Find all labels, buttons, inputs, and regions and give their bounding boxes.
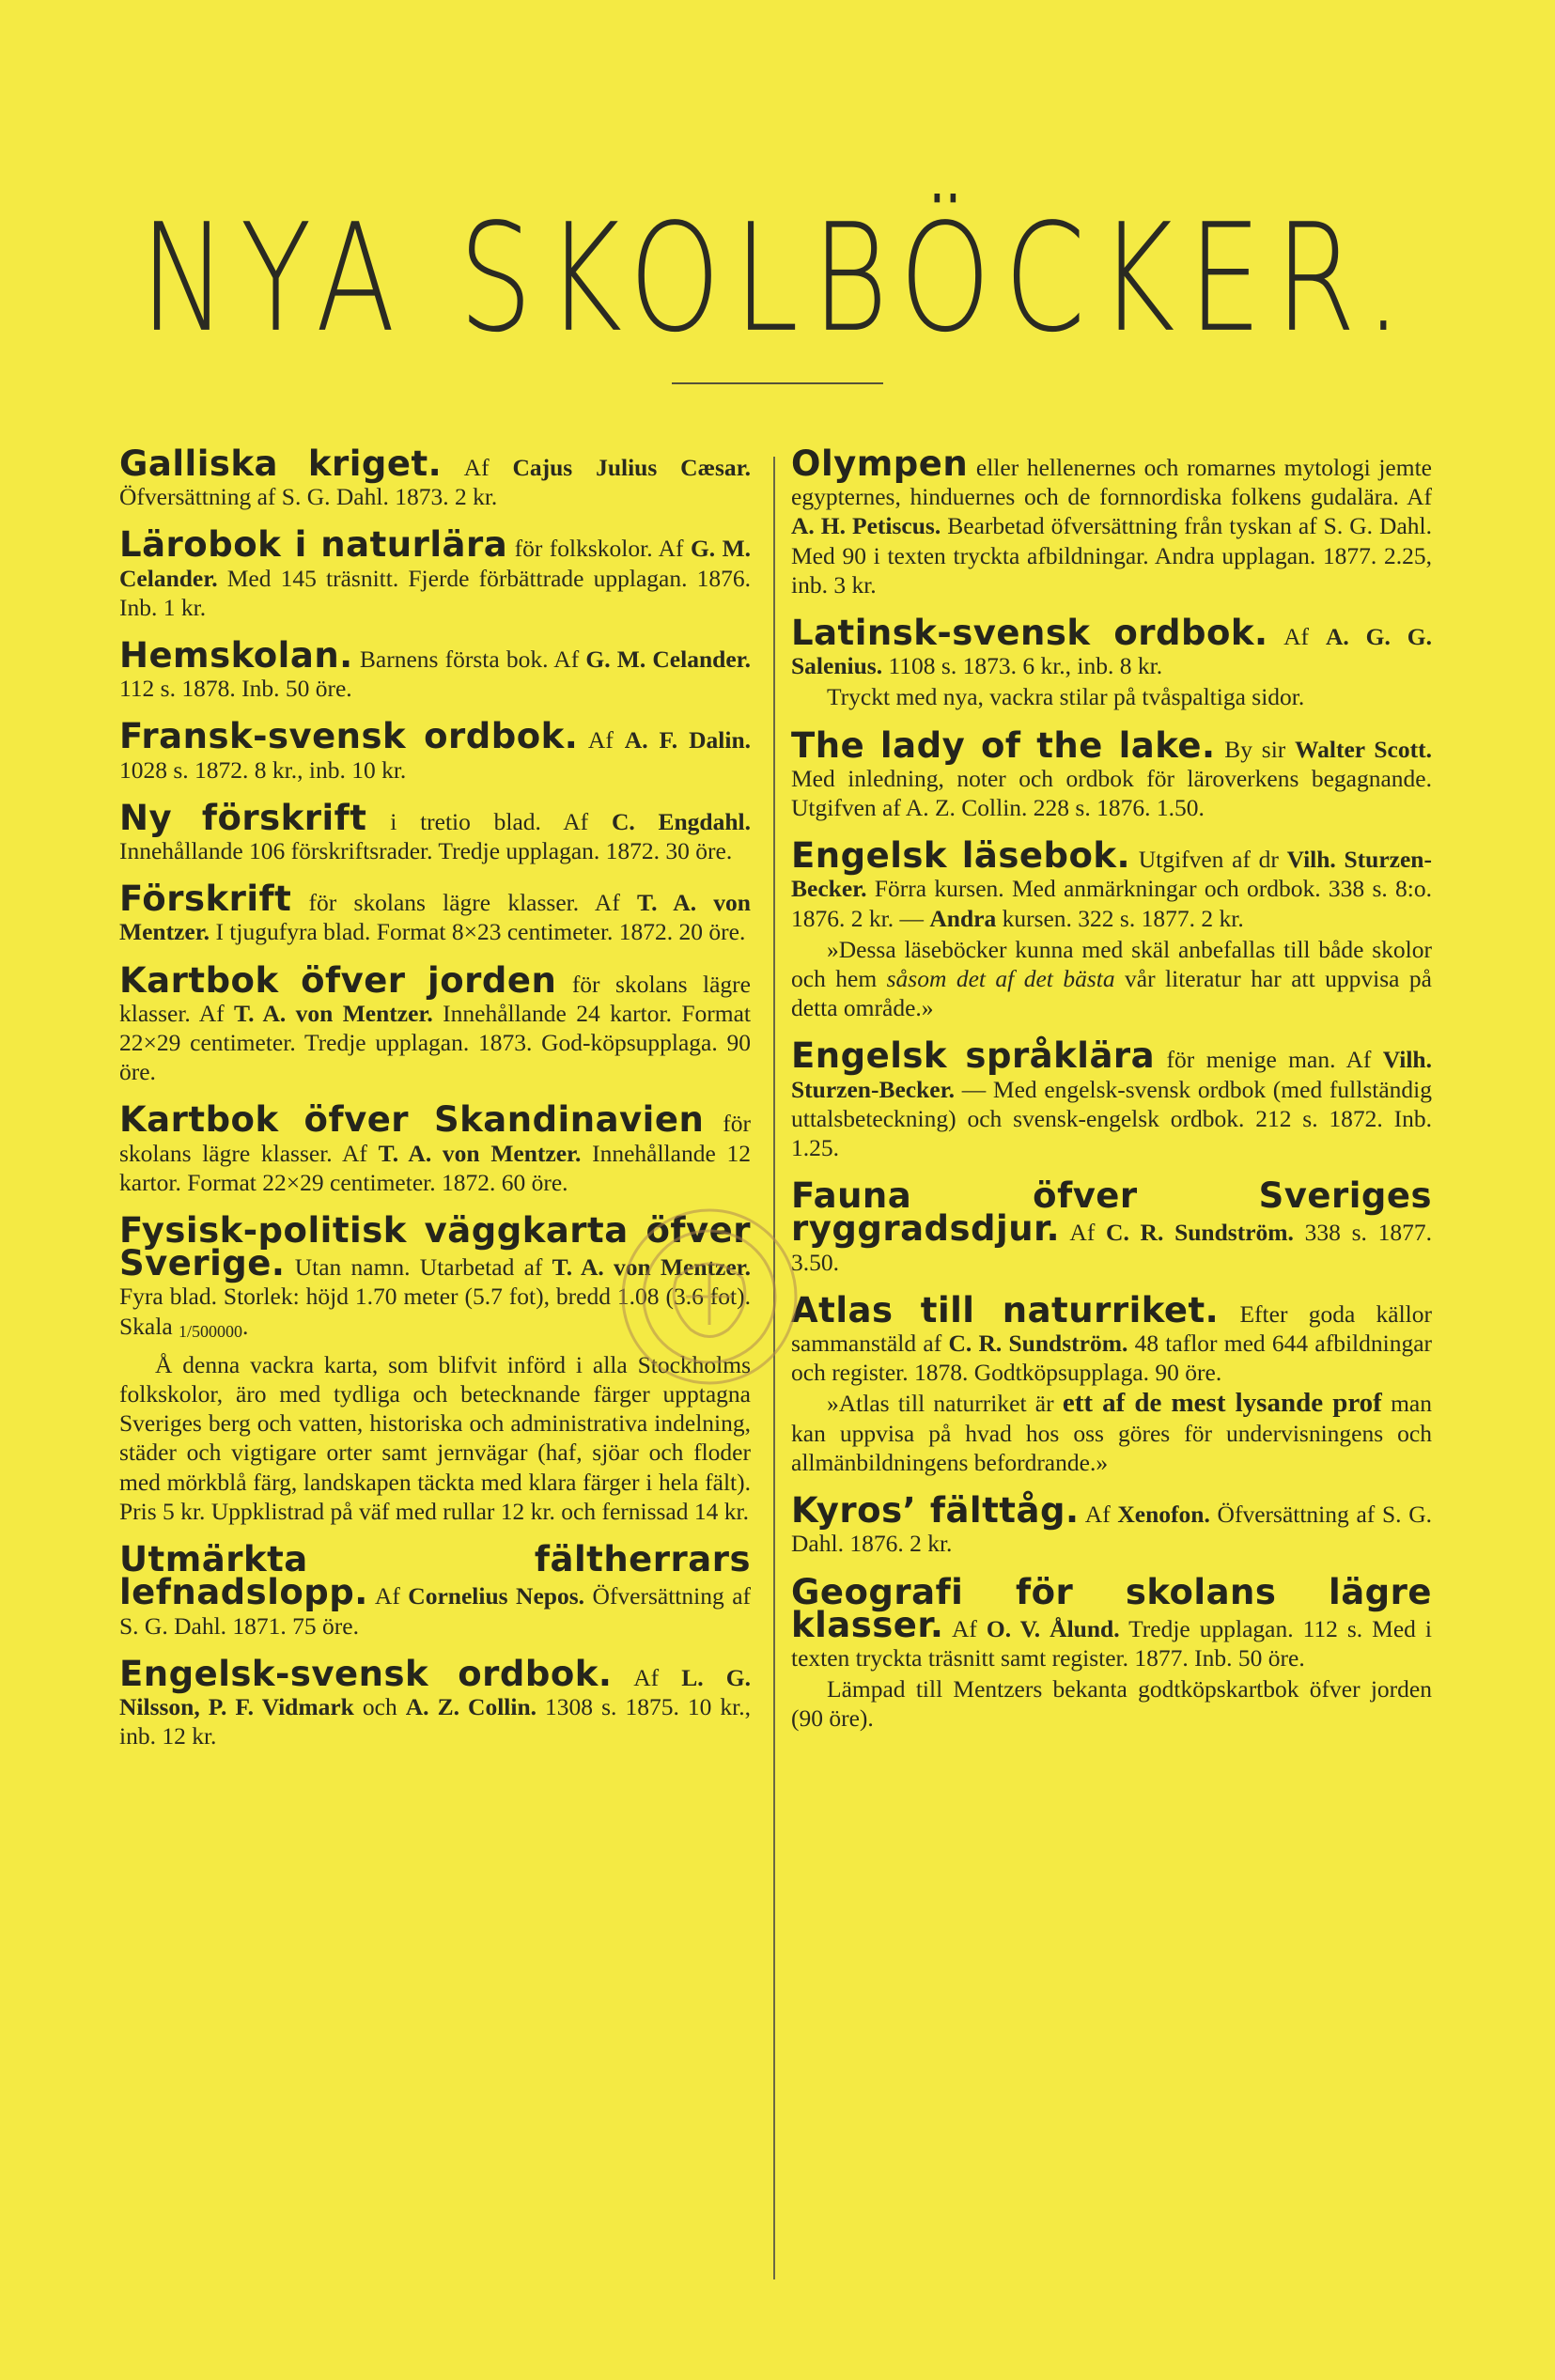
entry-author: T. A. von Mentzer. xyxy=(234,999,433,1027)
entry-title: Atlas till naturriket. xyxy=(791,1289,1220,1330)
entry-author: A. G. G. Salenius. xyxy=(791,623,1432,680)
book-entry-olympen: Olympen eller hellenernes och romarnes mytologi jemte egypternes, hinduernes och de fornnordiska folkens gudalära. Af A. H. Petiscus. Bearbetad öfversättning från tyskan af S. G. Dahl. Med 90 i texten tryckta afbildningar. Andra upplagan. 1877. 2.25, inb. 3 kr. xyxy=(791,443,1432,599)
book-entry-larobok-i-naturlara: Lärobok i naturlära för folkskolor. Af G. M. Celander. Med 145 träsnitt. Fjerde förbättrade upplagan. 1876. Inb. 1 kr. xyxy=(119,524,752,621)
page-title: NYA SKOLBÖCKER. xyxy=(139,193,1416,366)
entry-title: Engelsk läsebok. xyxy=(791,835,1131,877)
entry-author: A. Z. Collin. xyxy=(405,1692,537,1720)
entry-title: Olympen xyxy=(791,443,969,484)
entry-title: Engelsk språklära xyxy=(791,1035,1156,1077)
entry-author: T. A. von Mentzer. xyxy=(552,1253,752,1282)
book-entry-atlas-till-naturriket: Atlas till naturriket. Efter goda källor sammanstäld af C. R. Sundström. 48 taflor med 644 afbildningar och register. 1878. Godtköpsupplaga. 90 öre. xyxy=(791,1289,1433,1387)
map-description: Å denna vackra karta, som blifvit införd i alla Stockholms folkskolor, äro med tydliga och betecknande färger upptagna Sveriges berg och vatten, historiska och administrativa indelning, städer och vigtigare orter samt jernvägar (haf, sjöar och floder med mörkblå färg, landskapen täckta med klara färger i hela fält). Pris 5 kr. Uppklistrad på väf med rullar 12 kr. och fernissad 14 kr. xyxy=(119,1350,751,1525)
book-entry-engelsk-sprakl-ra: Engelsk språklära för menige man. Af Vilh. Sturzen-Becker. — Med engelsk-svensk ordbok (med fullständig uttalsbeteckning) och svensk-engelsk ordbok. 212 s. 1872. Inb. 1.25. xyxy=(791,1035,1432,1162)
book-entry-engelsk-svensk-ordbok: Engelsk-svensk ordbok. Af L. G. Nilsson, P. F. Vidmark och A. Z. Collin. 1308 s. 1875. 10 kr., inb. 12 kr. xyxy=(119,1653,752,1750)
entry-author: Vilh. Sturzen-Becker. xyxy=(791,846,1432,903)
book-entry-vaggkarta: Fysisk-politisk väggkarta öfver Sverige. Utan namn. Utarbetad af T. A. von Mentzer. Fyra blad. Storlek: höjd 1.70 meter (5.7 fot), bredd 1.08 (3.6 fot). Skala 1/500000. xyxy=(119,1210,752,1341)
entry-note: Lämpad till Mentzers bekanta godtköpskartbok öfver jorden (90 öre). xyxy=(791,1675,1432,1733)
entry-author: G. M. Celander. xyxy=(585,646,751,674)
book-entry-hemskolan: Hemskolan. Barnens första bok. Af G. M. Celander. 112 s. 1878. Inb. 50 öre. xyxy=(119,635,751,703)
entry-author: G. M. Celander. xyxy=(119,535,752,592)
entry-title: Hemskolan. xyxy=(119,635,353,677)
book-entry-forskrift: Förskrift för skolans lägre klasser. Af T. A. von Mentzer. I tjugufyra blad. Format 8×23 centimeter. 1872. 20 öre. xyxy=(119,879,751,946)
entry-author: T. A. von Mentzer. xyxy=(119,889,751,946)
book-entry-engelsk-lasebok: Engelsk läsebok. Utgifven af dr Vilh. Sturzen-Becker. Förra kursen. Med anmärkningar och ordbok. 338 s. 8:o. 1876. 2 kr. — Andra kursen. 322 s. 1877. 2 kr. xyxy=(791,835,1432,932)
entry-title: Engelsk-svensk ordbok. xyxy=(119,1653,613,1694)
right-column xyxy=(791,443,1433,1752)
library-stamp xyxy=(611,1193,808,1400)
entry-note: Tryckt med nya, vackra stilar på tvåspaltiga sidor. xyxy=(827,683,1305,711)
entry-author: C. R. Sundström. xyxy=(948,1330,1128,1358)
entry-title: Fransk-svensk ordbok. xyxy=(119,716,579,757)
left-column xyxy=(119,443,752,1769)
entry-title: Latinsk-svensk ordbok. xyxy=(791,613,1268,654)
book-entry-lady-of-the-lake: The lady of the lake. By sir Walter Scott. Med inledning, noter och ordbok för läroverkens begagnande. Utgifven af A. Z. Collin. 228 s. 1876. 1.50. xyxy=(791,724,1432,822)
entry-author: Cornelius Nepos. xyxy=(408,1582,585,1610)
book-entry-fransk-svensk-ordbok: Fransk-svensk ordbok. Af A. F. Dalin. 1028 s. 1872. 8 kr., inb. 10 kr. xyxy=(119,716,751,784)
book-entry-geografi: Geografi för skolans lägre klasser. Af O. V. Ålund. Tredje upplagan. 112 s. Med i texten tryckta träsnitt samt register. 1877. Inb. 50 öre. xyxy=(791,1571,1432,1672)
review-quote: »Dessa läseböcker kunna med skäl anbefallas till både skolor och hem såsom det af det bästa vår literatur har att uppvisa på detta område.» xyxy=(791,935,1432,1022)
entry-title: Förskrift xyxy=(119,879,292,920)
entry-author: Vilh. Sturzen-Becker. xyxy=(791,1046,1432,1103)
entry-author: C. R. Sundström. xyxy=(1106,1219,1294,1247)
entry-title: Utmärkta fältherrars lefnadslopp. xyxy=(119,1539,751,1613)
entry-title: The lady of the lake. xyxy=(791,724,1216,766)
book-entry-latinsk-svensk-ordbok: Latinsk-svensk ordbok. Af A. G. G. Salenius. 1108 s. 1873. 6 kr., inb. 8 kr. xyxy=(791,613,1432,680)
entry-author: T. A. von Mentzer. xyxy=(378,1139,582,1167)
book-entry-kartbok-ofver-jorden: Kartbok öfver jorden för skolans lägre klasser. Af T. A. von Mentzer. Innehållande 24 kartor. Format 22×29 centimeter. Tredje upplagan. 1873. God-köpsupplaga. 90 öre. xyxy=(119,959,752,1086)
book-entry-kartbok-ofver-skandinavien: Kartbok öfver Skandinavien för skolans lägre klasser. Af T. A. von Mentzer. Innehållande 12 kartor. Format 22×29 centimeter. 1872. 60 öre. xyxy=(119,1099,751,1196)
entry-author: Xenofon. xyxy=(1117,1501,1210,1529)
book-entry-galliska-kriget: Galliska kriget. Af Cajus Julius Cæsar. Öfversättning af S. G. Dahl. 1873. 2 kr. xyxy=(119,443,752,511)
entry-title: Kartbok öfver Skandinavien xyxy=(119,1099,705,1141)
entry-title: Lärobok i naturlära xyxy=(119,524,508,566)
entry-title: Fauna öfver Sveriges ryggradsdjur. xyxy=(791,1175,1432,1250)
entry-title: Fysisk-politisk väggkarta öfver Sverige. xyxy=(119,1210,751,1284)
entry-title: Galliska kriget. xyxy=(119,443,443,484)
book-entry-kyros-falttag: Kyros’ fälttåg. Af Xenofon. Öfversättning af S. G. Dahl. 1876. 2 kr. xyxy=(791,1490,1432,1558)
entry-author: A. H. Petiscus. xyxy=(791,512,941,540)
map-scale: 1/500000 xyxy=(179,1321,243,1341)
book-entry-utmarkta-faltherrars: Utmärkta fältherrars lefnadslopp. Af Cornelius Nepos. Öfversättning af S. G. Dahl. 1871. 75 öre. xyxy=(119,1539,752,1640)
entry-author: Cajus Julius Cæsar. xyxy=(512,454,752,481)
review-quote: »Atlas till naturriket är ett af de mest lysande prof man kan uppvisa på hvad hos oss göres för undervisningens och allmänbildningens befordrande.» xyxy=(791,1388,1432,1476)
entry-author: A. F. Dalin. xyxy=(624,726,751,754)
book-entry-ny-forskrift: Ny förskrift i tretio blad. Af C. Engdahl. Innehållande 106 förskriftsrader. Tredje upplagan. 1872. 30 öre. xyxy=(119,797,751,865)
title-rule xyxy=(672,382,883,384)
book-entry-fauna: Fauna öfver Sveriges ryggradsdjur. Af C. R. Sundström. 338 s. 1877. 3.50. xyxy=(791,1175,1432,1276)
entry-author: L. G. Nilsson, P. F. Vidmark xyxy=(119,1663,752,1720)
entry-title: Geografi för skolans lägre klasser. xyxy=(791,1571,1432,1645)
entry-title: Kyros’ fälttåg. xyxy=(791,1490,1080,1532)
entry-author: O. V. Ålund. xyxy=(986,1614,1120,1642)
entry-author: Walter Scott. xyxy=(1295,735,1432,763)
entry-title: Ny förskrift xyxy=(119,797,367,838)
entry-author: C. Engdahl. xyxy=(611,807,751,835)
entry-title: Kartbok öfver jorden xyxy=(119,959,557,1001)
